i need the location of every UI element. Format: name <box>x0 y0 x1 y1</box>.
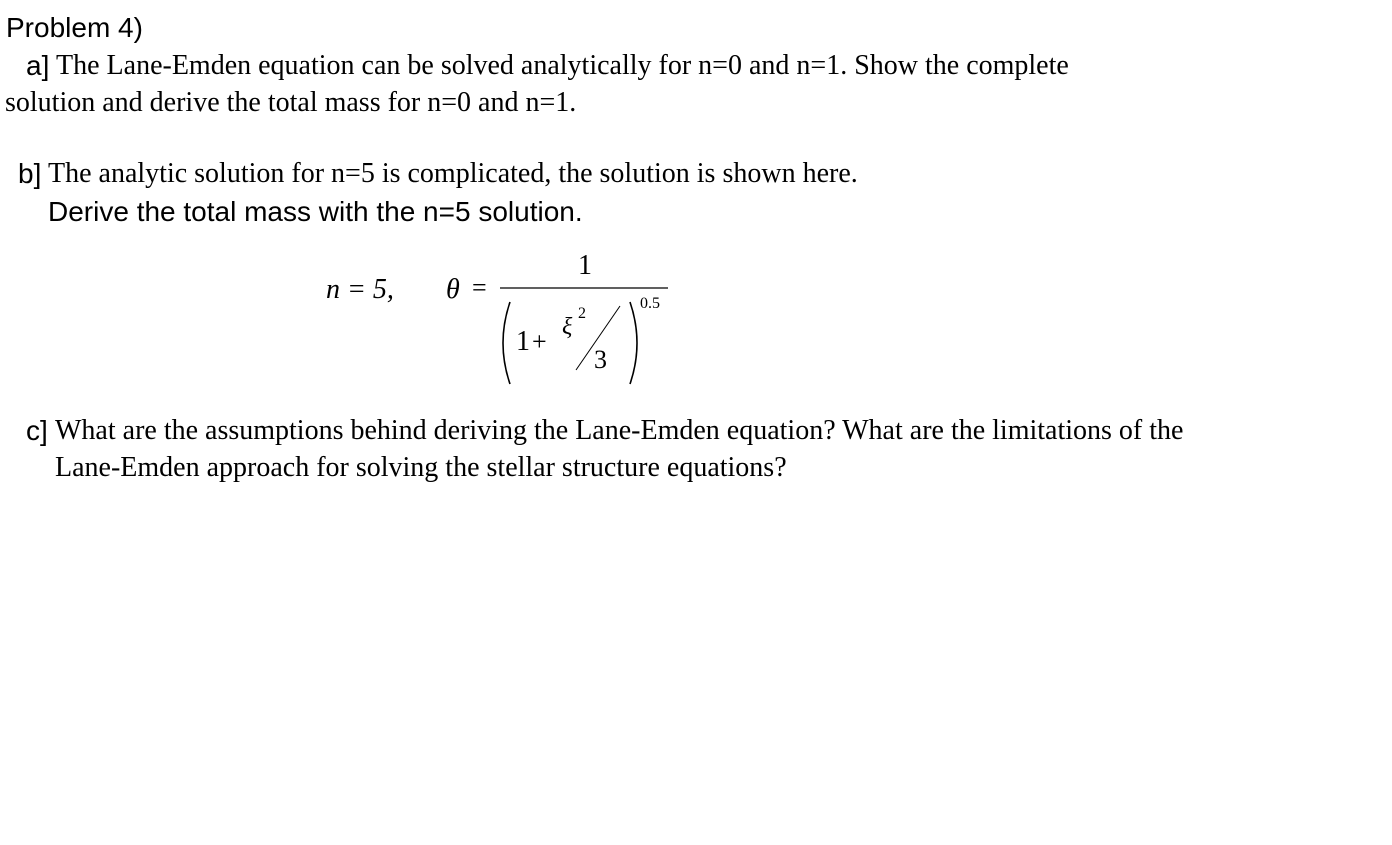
part-c-label: c] <box>26 415 48 446</box>
part-c-text-line2: Lane-Emden approach for solving the stellar structure equations? <box>55 452 787 483</box>
equation-n-expression: n = 5, <box>326 274 394 305</box>
equation-denominator-three: 3 <box>594 345 607 374</box>
part-b-label: b] <box>18 158 42 189</box>
part-a-text-line1: The Lane-Emden equation can be solved analytically for n=0 and n=1. Show the complete <box>56 50 1069 81</box>
equation-equals: = <box>472 273 487 302</box>
part-b-text-line2: Derive the total mass with the n=5 solution. <box>48 196 583 227</box>
part-a-label: a] <box>26 50 50 81</box>
part-b-text-line1: The analytic solution for n=5 is complicated, the solution is shown here. <box>48 158 858 189</box>
part-a-text-line2: solution and derive the total mass for n=0 and n=1. <box>5 87 577 118</box>
equation-right-paren <box>630 302 637 384</box>
part-c-text-line1: What are the assumptions behind deriving the Lane-Emden equation? What are the limitations of the <box>55 415 1184 446</box>
equation-theta: θ <box>446 274 460 305</box>
equation-left-paren <box>503 302 510 384</box>
equation-base-one: 1 <box>516 326 530 357</box>
equation-plus: + <box>532 327 547 356</box>
equation-xi: ξ <box>562 314 573 340</box>
lane-emden-n5-equation <box>300 238 700 398</box>
equation-xi-power: 2 <box>578 305 586 322</box>
equation-exponent: 0.5 <box>640 295 660 312</box>
equation-numerator: 1 <box>578 250 592 281</box>
problem-title: Problem 4) <box>6 12 143 43</box>
